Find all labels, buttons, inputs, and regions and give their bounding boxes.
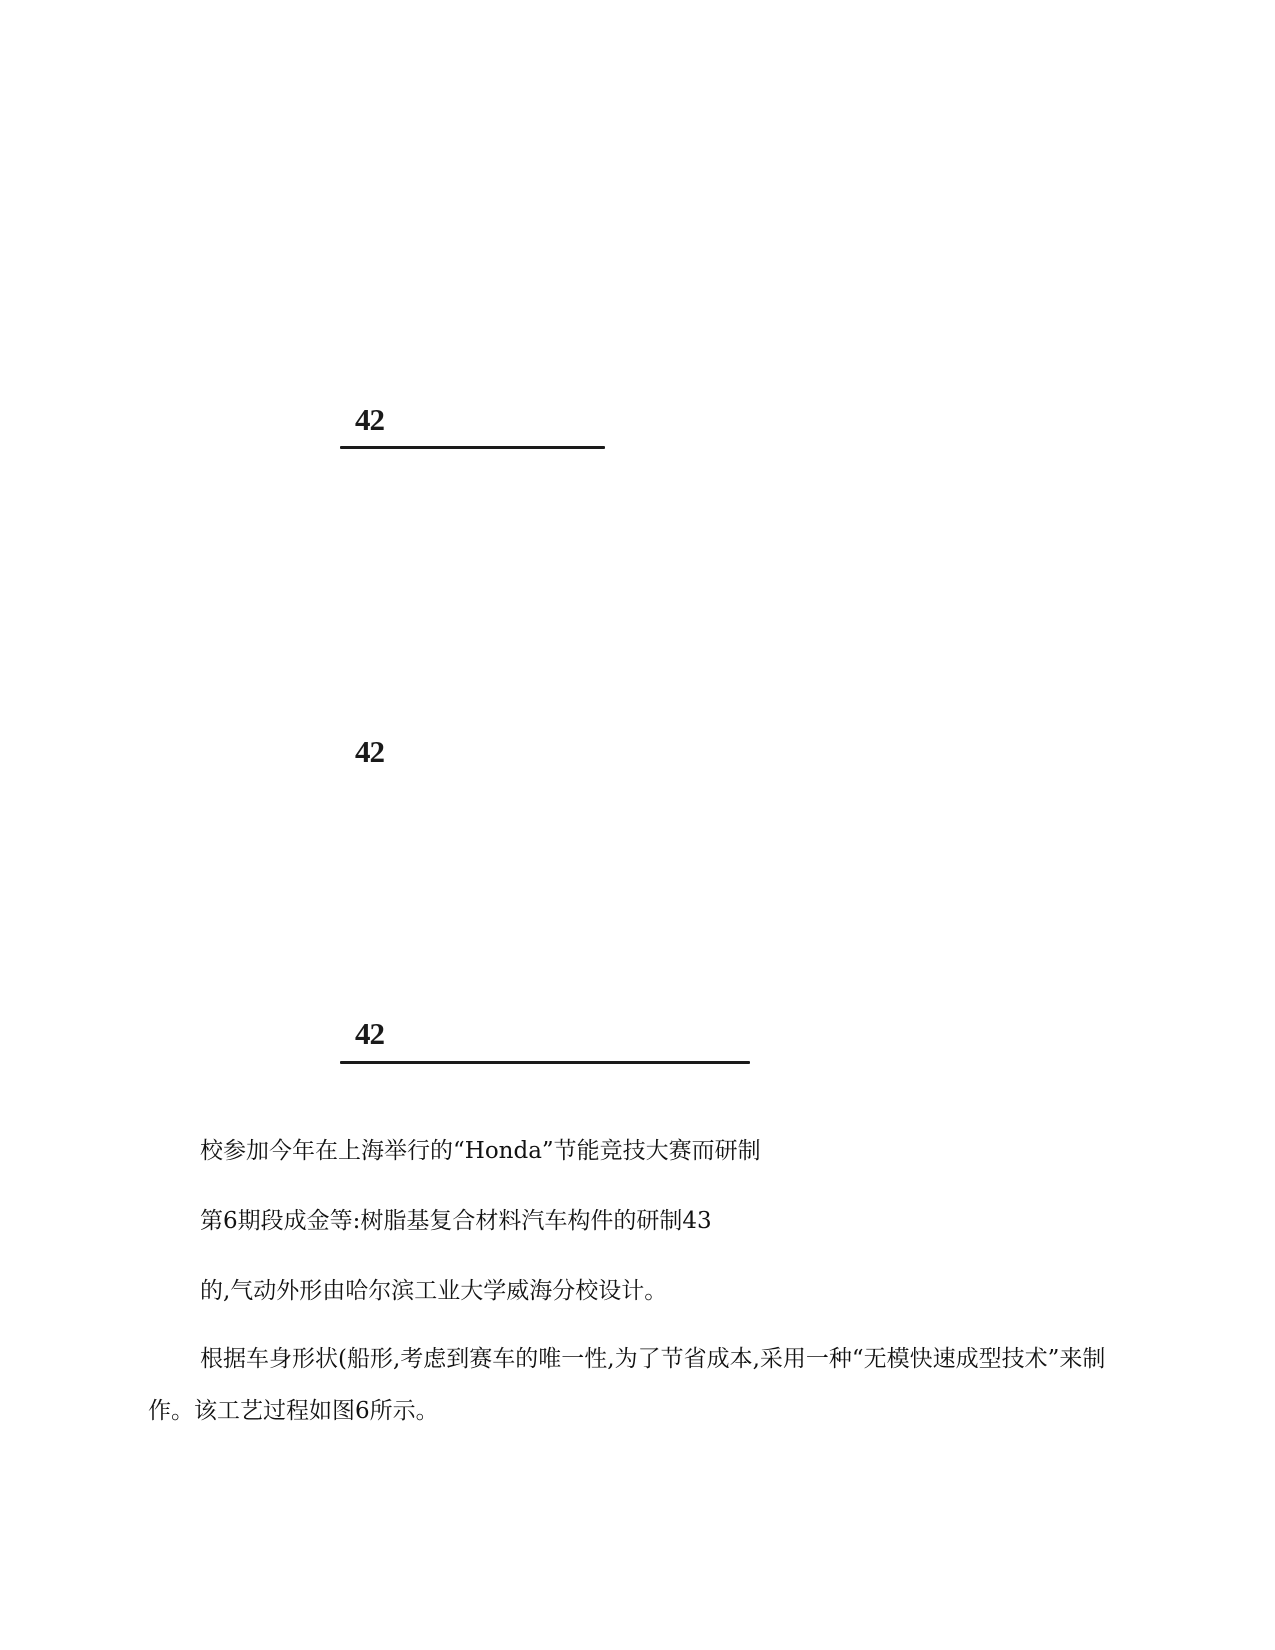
header-rule <box>340 1061 750 1064</box>
paragraph: 校参加今年在上海举行的“Honda”节能竞技大赛而研制 <box>200 1138 761 1164</box>
page-number: 42 <box>355 734 384 769</box>
paragraph: 的,气动外形由哈尔滨工业大学威海分校设计。 <box>200 1278 668 1304</box>
paragraph: 根据车身形状(船形,考虑到赛车的唯一性,为了节省成本,采用一种“无模快速成型技术”来制作。该工艺过程如图6所示。 <box>148 1346 1106 1424</box>
page-number: 42 <box>355 1016 384 1051</box>
page-number: 42 <box>355 402 384 437</box>
header-rule <box>340 446 605 449</box>
paragraph: 第6期段成金等:树脂基复合材料汽车构件的研制43 <box>200 1208 712 1234</box>
